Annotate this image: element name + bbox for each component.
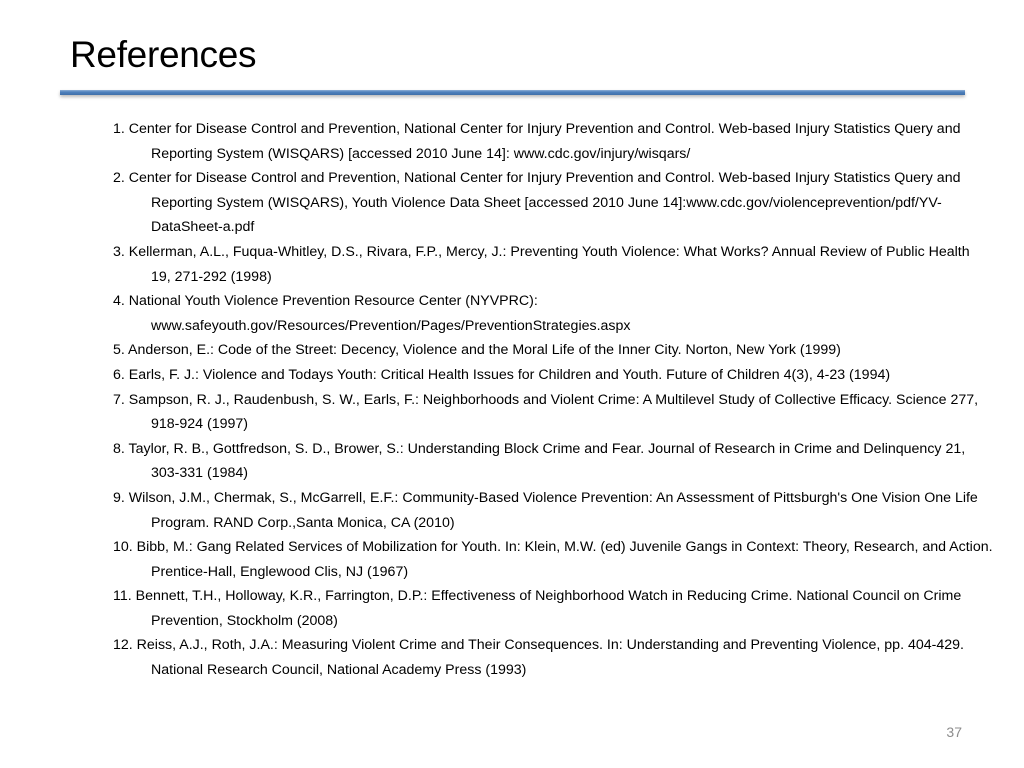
reference-item-9: 9. Wilson, J.M., Chermak, S., McGarrell, E.F.: Community-Based Violence Prevention: An Assessment of Pittsburgh's One Vision One Life Program. RAND Corp.,Santa Monica, CA (2010): [113, 489, 978, 531]
reference-item-2: 2. Center for Disease Control and Prevention, National Center for Injury Prevention and Control. Web-based Injury Statistics Query and Reporting System (WISQARS), Youth Violence Data Sheet [accessed 2010 June 14]:www.cdc.gov/violenceprevention/pdf/YV-DataSheet-a.pdf: [113, 170, 961, 236]
reference-item-6: 6. Earls, F. J.: Violence and Todays Youth: Critical Health Issues for Children and Youth. Future of Children 4(3), 4-23 (1994): [113, 366, 891, 383]
reference-item-3: 3. Kellerman, A.L., Fuqua-Whitley, D.S., Rivara, F.P., Mercy, J.: Preventing Youth Violence: What Works? Annual Review of Public Health 19, 271-292 (1998): [113, 243, 970, 285]
reference-item-4: 4. National Youth Violence Prevention Resource Center (NYVPRC): www.safeyouth.gov/Resources/Prevention/Pages/PreventionStrategies.aspx: [113, 293, 631, 334]
reference-list: [113, 117, 993, 683]
reference-item-8: 8. Taylor, R. B., Gottfredson, S. D., Brower, S.: Understanding Block Crime and Fear. Journal of Research in Crime and Delinquency 21, 303-331 (1984): [113, 440, 966, 482]
reference-item-7: 7. Sampson, R. J., Raudenbush, S. W., Earls, F.: Neighborhoods and Violent Crime: A Multilevel Study of Collective Efficacy. Science 277, 918-924 (1997): [113, 391, 979, 433]
title-divider: [60, 90, 965, 95]
reference-item-11: 11. Bennett, T.H., Holloway, K.R., Farrington, D.P.: Effectiveness of Neighborhood Watch in Reducing Crime. National Council on Crime Prevention, Stockholm (2008): [113, 588, 962, 629]
slide-title: References: [70, 34, 257, 75]
reference-item-12: 12. Reiss, A.J., Roth, J.A.: Measuring Violent Crime and Their Consequences. In: Understanding and Preventing Violence, pp. 404-429. National Research Council, National Academy Press (1993): [113, 637, 964, 679]
reference-item-10: 10. Bibb, M.: Gang Related Services of Mobilization for Youth. In: Klein, M.W. (ed) Juvenile Gangs in Context: Theory, Research, and Action. Prentice-Hall, Englewood Clis, NJ (1967): [113, 539, 993, 580]
reference-item-5: 5. Anderson, E.: Code of the Street: Decency, Violence and the Moral Life of the Inner City. Norton, New York (1999): [113, 342, 841, 359]
page-number: 37: [946, 724, 962, 740]
reference-item-1: 1. Center for Disease Control and Prevention, National Center for Injury Prevention and Control. Web-based Injury Statistics Query and Reporting System (WISQARS) [accessed 2010 June 14]: www.cdc.gov/injury/wisqars/: [113, 121, 961, 162]
